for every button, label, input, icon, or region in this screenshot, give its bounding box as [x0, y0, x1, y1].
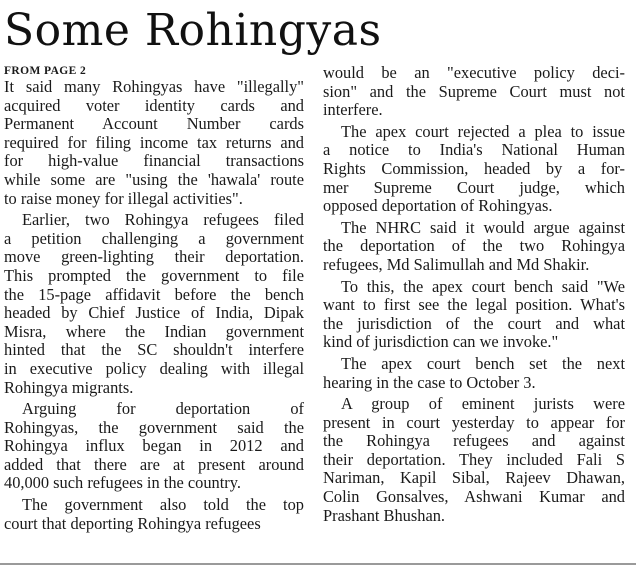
paragraph-line: headed by Chief Justice of India, Dipak	[4, 304, 304, 323]
paragraph-line: the jurisdiction of the court and what	[323, 314, 625, 333]
article-headline: Some Rohingyas	[4, 5, 382, 56]
paragraph	[4, 78, 304, 208]
paragraph-line: interfere.	[323, 101, 383, 120]
paragraph-line: present in court yesterday to appear for	[323, 413, 625, 432]
paragraph-line: The apex court bench set the next	[341, 354, 625, 373]
paragraph-line: Earlier, two Rohingya refugees filed	[22, 211, 304, 230]
paragraph-line: hearing in the case to October 3.	[323, 373, 536, 392]
paragraph-line: court that deporting Rohingya refugees	[4, 514, 261, 533]
paragraph-line: It said many Rohingyas have "illegally"	[4, 78, 304, 96]
paragraph-line: the deportation of the two Rohingya	[323, 237, 625, 256]
paragraph-line: acquired voter identity cards and	[4, 96, 304, 115]
paragraph-line: The NHRC said it would argue against	[341, 218, 625, 237]
paragraph-line: Rohingya migrants.	[4, 378, 134, 397]
paragraph-line: Nariman, Kapil Sibal, Rajeev Dhawan,	[323, 469, 625, 488]
paragraph-line: Rohingyas, the government said the	[4, 418, 304, 437]
paragraph-line: Rohingya influx began in 2012 and	[4, 437, 304, 456]
paragraph-line: the 15-page affidavit before the bench	[4, 285, 304, 304]
paragraph-line: would be an "executive policy deci-	[323, 64, 625, 82]
paragraph-line: The apex court rejected a plea to issue	[341, 122, 625, 141]
paragraph-line: 40,000 such refugees in the country.	[4, 474, 241, 493]
paragraph-line: The government also told the top	[22, 496, 304, 515]
paragraph-line: want to first see the legal position. What's	[323, 296, 625, 315]
paragraph	[323, 395, 625, 525]
left-column	[4, 64, 304, 558]
paragraph	[323, 123, 625, 216]
paragraph-line: refugees, Md Salimullah and Md Shakir.	[323, 255, 590, 274]
paragraph-line: added that there are at present around	[4, 455, 304, 474]
paragraph-line: Permanent Account Number cards	[4, 115, 304, 134]
paragraph-line: in executive policy dealing with illegal	[4, 359, 304, 378]
paragraph-line: kind of jurisdiction can we invoke."	[323, 333, 559, 352]
paragraph-line: To this, the apex court bench said "We	[341, 277, 625, 296]
paragraph-line: Prashant Bhushan.	[323, 506, 446, 525]
paragraph-line: required for filing income tax returns and	[4, 133, 304, 152]
paragraph-line: opposed deportation of Rohingyas.	[323, 197, 553, 216]
paragraph	[4, 496, 304, 533]
right-column	[323, 64, 625, 558]
paragraph-line: Rights Commission, headed by a for-	[323, 159, 625, 178]
paragraph-line: mer Supreme Court judge, which	[323, 178, 625, 197]
paragraph	[4, 211, 304, 397]
from-page-label: FROM PAGE 2	[4, 65, 87, 77]
paragraph-line: a notice to India's National Human	[323, 141, 625, 160]
article-body	[4, 64, 628, 558]
paragraph-line: while some are "using the 'hawala' route	[4, 170, 304, 189]
paragraph-line: Colin Gonsalves, Ashwani Kumar and	[323, 488, 625, 507]
paragraph-line: This prompted the government to file	[4, 266, 304, 285]
paragraph-line: the Rohingya refugees and against	[323, 432, 625, 451]
paragraph-line: Arguing for deportation of	[22, 400, 304, 419]
paragraph	[323, 219, 625, 275]
paragraph	[4, 400, 304, 493]
paragraph	[323, 278, 625, 352]
paragraph-line: for high-value financial transactions	[4, 152, 304, 171]
paragraph-line: sion" and the Supreme Court must not	[323, 82, 625, 101]
paragraph	[323, 64, 625, 120]
paragraph-line: hinted that the SC shouldn't interfere	[4, 341, 304, 360]
paragraph-line: Misra, where the Indian government	[4, 322, 304, 341]
paragraph-line: a petition challenging a government	[4, 229, 304, 248]
paragraph-line: to raise money for illegal activities".	[4, 189, 243, 208]
paragraph	[323, 355, 625, 392]
paragraph-line: A group of eminent jurists were	[341, 395, 625, 414]
paragraph-line: their deportation. They included Fali S	[323, 450, 625, 469]
bottom-rule	[0, 563, 636, 565]
paragraph-line: move green-lighting their deportation.	[4, 248, 304, 267]
